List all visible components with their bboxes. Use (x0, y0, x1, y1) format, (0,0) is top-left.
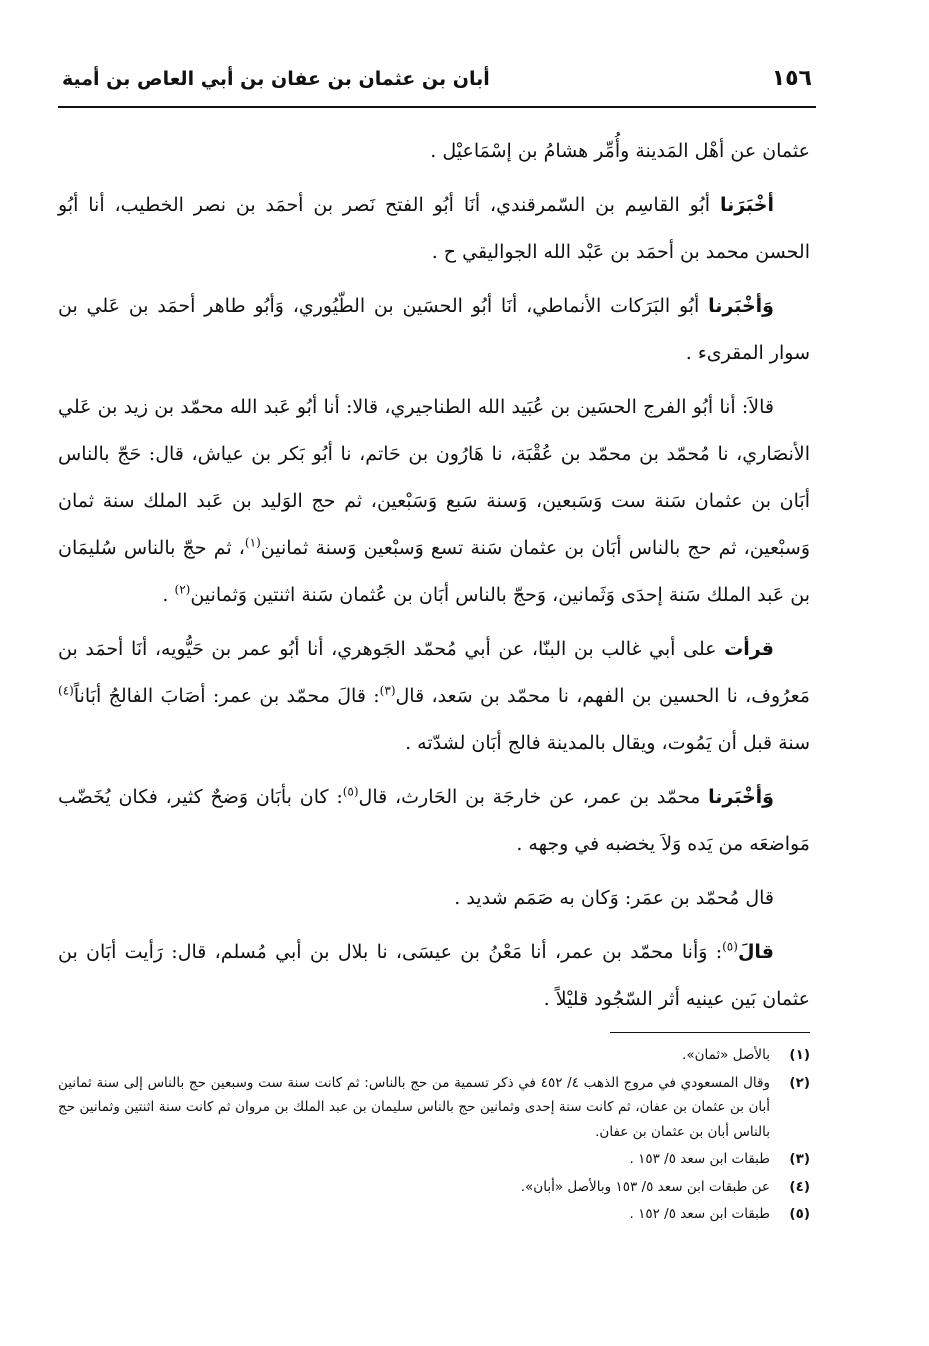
paragraph-lead-word: قالَ (737, 941, 774, 963)
paragraph-text: قال مُحمّد بن عمَر: وَكان به صَمَم شديد . (454, 887, 774, 909)
paragraph-text: أبُو البَرَكات الأنماطي، أنَا أبُو الحسَين بن الطّيُوري، وَأبُو طاهر أحمَد بن عَلي بن سوار المقرىء . (58, 295, 810, 364)
footnote-marker: (٣) (379, 683, 396, 698)
main-text (58, 128, 810, 1030)
footnote-marker: (٥) (342, 784, 359, 799)
footnote-marker: (٢) (174, 582, 191, 597)
paragraph (58, 929, 810, 1023)
paragraph-text: عثمان عن أهْل المَدينة وأُمِّر هشامُ بن إسْمَاعيْل . (430, 140, 810, 162)
footnote-text: وقال المسعودي في مروج الذهب ٤/ ٤٥٢ في ذكر تسمية من حج بالناس: ثم كانت سنة ست وسبعين حج بالناس إلى سنة ثمانين أبان بن عثمان بن عفان، ثم كانت سنة إحدى وثمانين حج بالناس سليمان بن عبد الملك بن مروان ثم كانت سنة اثنتين وثمانين حج بالناس أبان بن عثمان بن عفان. (58, 1074, 770, 1140)
paragraph-lead-word: وَأخْبَرنا (708, 295, 774, 317)
footnote-number: (٢) (789, 1074, 810, 1091)
footnote-number: (٤) (789, 1178, 810, 1195)
footnote (58, 1147, 810, 1172)
paragraph (58, 128, 810, 175)
footnote (58, 1043, 810, 1068)
page-header (58, 62, 816, 108)
paragraph (58, 182, 810, 276)
footnote (58, 1175, 810, 1200)
paragraph-lead-word: أخْبَرَنا (719, 194, 774, 216)
paragraph (58, 384, 810, 619)
paragraph-text-continued: : كان بأبَان وَضحٌ كثير، فكان يُخَضّب مَواضعَه من يَده وَلاَ يخضبه في وجهه . (58, 786, 810, 855)
footnote-number: (٥) (789, 1206, 810, 1222)
footnote-text: عن طبقات ابن سعد ٥/ ١٥٣ وبالأصل «أبان». (520, 1178, 770, 1195)
paragraph-text: : وَأنا محمّد بن عمر، أنا مَعْنُ بن عيسَى، نا بلال بن أبي مُسلم، قال: رَأيت أبَان بن عثمان بَين عينيه أثر السّجُود قليْلاً . (58, 941, 810, 1010)
footnote-number: (١) (789, 1047, 810, 1063)
footnote (58, 1071, 810, 1145)
paragraph-text-end: سنة قبل أن يَمُوت، ويقال بالمدينة فالج أبَان لشدّته . (405, 732, 810, 754)
paragraph-text: أبُو القاسِم بن السّمرقندي، أنَا أبُو الفتح نَصر بن أحمَد بن نصر الخطيب، أنا أبُو الحسن محمد بن أحمَد بن عَبْد الله الجواليقي ح . (58, 194, 810, 263)
footnote-marker: (٤) (58, 683, 74, 698)
paragraph (58, 283, 810, 377)
paragraph-text: محمّد بن عمر، عن خارجَة بن الحَارث، قال (358, 786, 709, 808)
footnote-marker: (١) (244, 535, 261, 550)
footnote (58, 1202, 810, 1227)
paragraph-text-end: . (162, 584, 175, 606)
paragraph-lead-word: وَأخْبَرنا (708, 786, 774, 808)
footnote-divider (610, 1032, 810, 1033)
footnote-text: طبقات ابن سعد ٥/ ١٥٢ . (629, 1206, 770, 1222)
footnote-text: طبقات ابن سعد ٥/ ١٥٣ . (629, 1151, 770, 1167)
running-title: أبان بن عثمان بن عفان بن أبي العاص بن أمية (62, 68, 490, 90)
paragraph-text: قالاَ: أنا أبُو الفرج الحسَين بن عُبَيد الله الطناجيري، قالا: أنا أبُو عَبد الله محمّد بن زيد بن عَلي الأنصَاري، نا مُحمّد بن محمّد بن عُقْبَة، نا هَارُون بن حَاتم، نا أبُو بَكر بن عياش، قال: حَجّ بالناس أبَان بن عثمان سَنة ست وَسَبعين، وَسنة سَبع وَسَبْعين، ثم حج الوَليد بن عَبد الملك سنة ثمان وَسبْعين، ثم حج بالناس أبَان بن عثمان سَنة تسع وَسبْعين وَسنة ثمانين (58, 396, 810, 559)
footnote-marker: (٥) (722, 939, 738, 954)
footnotes (58, 1043, 810, 1230)
paragraph-text: على أبي غالب بن البنّا، عن أبي مُحمّد الجَوهري، أنا أبُو عمر بن حَيُّويه، أنَا أحمَد بن مَعرُوف، نا الحسين بن الفهم، نا محمّد بن سَعد، قال (58, 638, 810, 707)
paragraph (58, 626, 810, 767)
paragraph-text-continued: ، ثم حجّ بالناس سُليمَان بن عَبد الملك سَنة إحدَى وَثَمانين، وَحجّ بالناس أبَان بن عُثمان سَنة اثنتين وَثمانين (58, 537, 810, 606)
page-number: ١٥٦ (771, 66, 812, 91)
paragraph-lead-word: قرأت (724, 638, 774, 660)
footnote-number: (٣) (789, 1151, 810, 1167)
paragraph-text-continued: : قالَ محمّد بن عمر: أصَابَ الفالجُ أبَاناً (73, 685, 380, 707)
paragraph (58, 774, 810, 868)
footnote-text: بالأصل «ثمان». (682, 1047, 770, 1063)
paragraph (58, 875, 810, 922)
